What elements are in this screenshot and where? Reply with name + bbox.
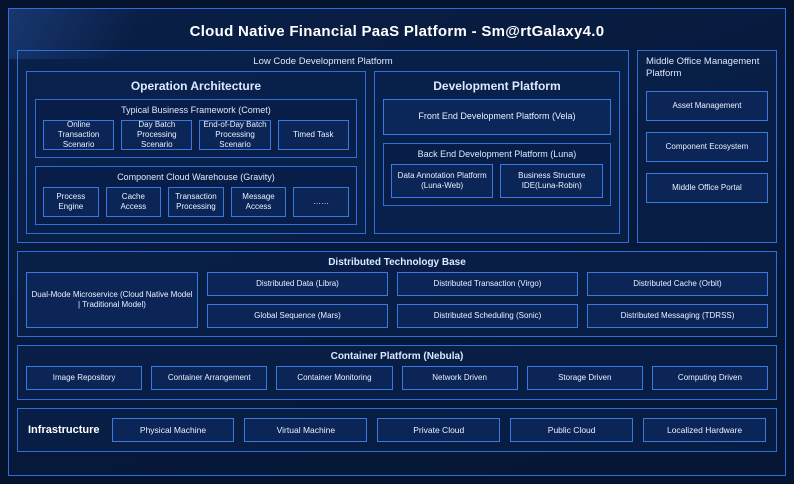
item-data-annotation-platform[interactable]: Data Annotation Platform (Luna-Web) — [391, 164, 494, 198]
item-day-batch-processing-scenario[interactable]: Day Batch Processing Scenario — [121, 120, 192, 150]
back-end-development-items — [384, 164, 610, 205]
middle-office-items — [638, 85, 776, 211]
front-end-development-platform-box[interactable]: Front End Development Platform (Vela) — [383, 99, 611, 135]
page-title: Cloud Native Financial PaaS Platform - Sm@rtGalaxy4.0 — [189, 23, 605, 40]
typical-business-framework-items — [36, 120, 356, 157]
component-cloud-warehouse-items — [36, 187, 356, 224]
item-physical-machine[interactable]: Physical Machine — [112, 418, 235, 442]
distributed-rows — [18, 272, 776, 336]
middle-office-column — [637, 50, 777, 243]
item-business-structure-ide[interactable]: Business Structure IDE(Luna-Robin) — [500, 164, 603, 198]
item-distributed-cache[interactable]: Distributed Cache (Orbit) — [587, 272, 768, 296]
development-platform-panel — [374, 71, 620, 234]
operation-architecture-panel — [26, 71, 366, 234]
development-platform-title: Development Platform — [433, 79, 561, 93]
item-asset-management[interactable]: Asset Management — [646, 91, 768, 121]
item-cache-access[interactable]: Cache Access — [106, 187, 162, 217]
dual-mode-microservice-wrap — [26, 272, 198, 328]
component-cloud-warehouse-title: Component Cloud Warehouse (Gravity) — [117, 172, 275, 182]
item-distributed-scheduling[interactable]: Distributed Scheduling (Sonic) — [397, 304, 578, 328]
middle-office-panel — [637, 50, 777, 243]
upper-section — [17, 50, 777, 243]
low-code-platform-panel — [17, 50, 629, 243]
operation-architecture-title: Operation Architecture — [130, 79, 262, 93]
distributed-row-2 — [207, 304, 768, 328]
infrastructure-panel — [17, 408, 777, 452]
item-more-ellipsis[interactable]: …… — [293, 187, 349, 217]
item-global-sequence[interactable]: Global Sequence (Mars) — [207, 304, 388, 328]
item-transaction-processing[interactable]: Transaction Processing — [168, 187, 224, 217]
container-platform-items — [18, 366, 776, 399]
item-end-of-day-batch-processing-scenario[interactable]: End-of-Day Batch Processing Scenario — [199, 120, 270, 150]
diagram-frame — [8, 8, 786, 476]
low-code-platform-title: Low Code Development Platform — [253, 56, 393, 67]
distributed-row-1 — [207, 272, 768, 296]
item-distributed-transaction[interactable]: Distributed Transaction (Virgo) — [397, 272, 578, 296]
item-timed-task[interactable]: Timed Task — [278, 120, 349, 150]
typical-business-framework-group — [35, 99, 357, 158]
item-network-driven[interactable]: Network Driven — [402, 366, 518, 390]
item-image-repository[interactable]: Image Repository — [26, 366, 142, 390]
item-container-monitoring[interactable]: Container Monitoring — [276, 366, 392, 390]
back-end-development-title: Back End Development Platform (Luna) — [417, 149, 577, 159]
back-end-development-group — [383, 143, 611, 206]
item-private-cloud[interactable]: Private Cloud — [377, 418, 500, 442]
item-computing-driven[interactable]: Computing Driven — [652, 366, 768, 390]
item-virtual-machine[interactable]: Virtual Machine — [244, 418, 367, 442]
item-container-arrangement[interactable]: Container Arrangement — [151, 366, 267, 390]
item-component-ecosystem[interactable]: Component Ecosystem — [646, 132, 768, 162]
item-dual-mode-microservice[interactable]: Dual-Mode Microservice (Cloud Native Model | Traditional Model) — [26, 272, 198, 328]
item-public-cloud[interactable]: Public Cloud — [510, 418, 633, 442]
low-code-column — [17, 50, 629, 243]
item-localized-hardware[interactable]: Localized Hardware — [643, 418, 766, 442]
distributed-technology-base-title: Distributed Technology Base — [328, 257, 466, 268]
low-code-inner-row — [18, 71, 628, 242]
item-middle-office-portal[interactable]: Middle Office Portal — [646, 173, 768, 203]
component-cloud-warehouse-group — [35, 166, 357, 225]
infrastructure-items — [112, 418, 766, 442]
item-distributed-messaging[interactable]: Distributed Messaging (TDRSS) — [587, 304, 768, 328]
middle-office-title: Middle Office Management Platform — [646, 56, 760, 80]
front-end-wrap — [383, 99, 611, 135]
typical-business-framework-title: Typical Business Framework (Comet) — [121, 105, 271, 115]
item-message-access[interactable]: Message Access — [231, 187, 287, 217]
distributed-technology-base-panel — [17, 251, 777, 337]
item-distributed-data[interactable]: Distributed Data (Libra) — [207, 272, 388, 296]
item-online-transaction-scenario[interactable]: Online Transaction Scenario — [43, 120, 114, 150]
container-platform-title: Container Platform (Nebula) — [330, 351, 464, 362]
item-storage-driven[interactable]: Storage Driven — [527, 366, 643, 390]
item-process-engine[interactable]: Process Engine — [43, 187, 99, 217]
distributed-grid — [207, 272, 768, 328]
infrastructure-label: Infrastructure — [28, 424, 100, 436]
container-platform-panel — [17, 345, 777, 400]
